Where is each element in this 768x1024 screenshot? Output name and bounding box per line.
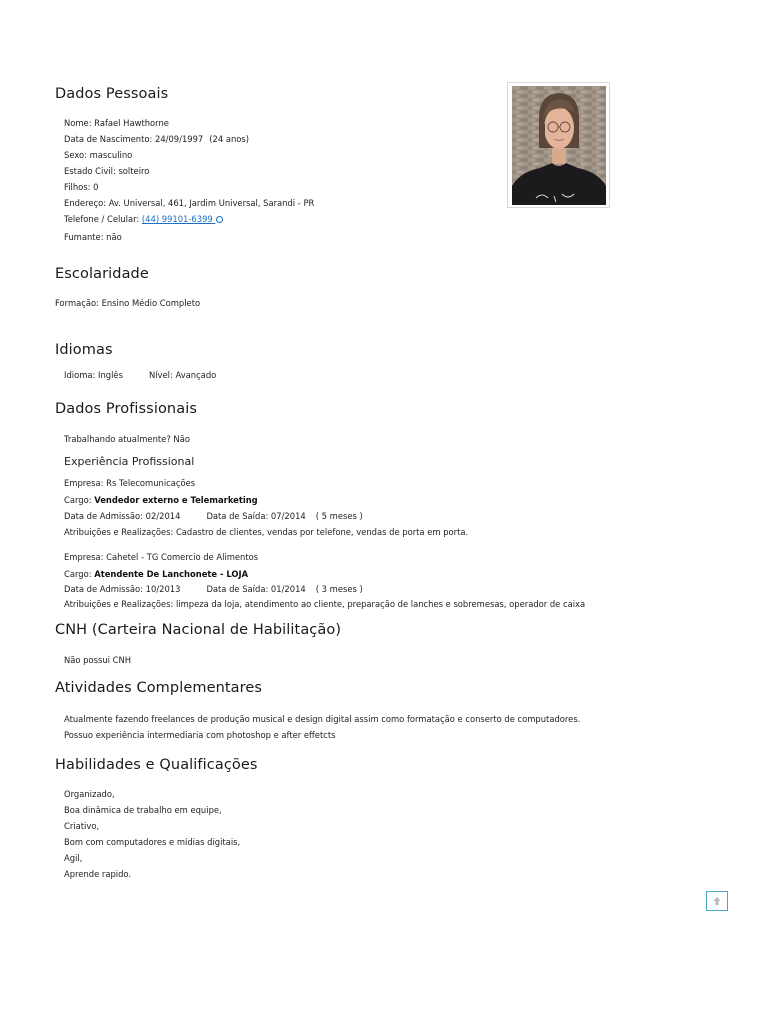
job-company: Empresa: Cahetel - TG Comercio de Alimentos <box>64 552 259 562</box>
education-heading: Escolaridade <box>55 266 149 282</box>
personal-sex: Sexo: masculino <box>64 150 133 160</box>
skill-item: Agil, <box>64 853 83 863</box>
skill-item: Aprende rapido. <box>64 869 132 879</box>
job-duration: ( 5 meses ) <box>315 511 363 521</box>
skills-heading: Habilidades e Qualificações <box>55 757 258 773</box>
job-duties: Atribuições e Realizações: Cadastro de clientes, vendas por telefone, vendas de porta em porta. <box>64 527 469 537</box>
personal-children: Filhos: 0 <box>64 182 99 192</box>
job-admission: Data de Admissão: 02/2014 <box>64 511 181 521</box>
working-status: Trabalhando atualmente? Não <box>64 434 190 444</box>
job-role <box>64 495 258 506</box>
job-exit: Data de Saída: 07/2014 <box>206 511 306 521</box>
personal-heading: Dados Pessoais <box>55 86 169 102</box>
phone-number: (44) 99101-6399 <box>141 214 213 224</box>
job-duties: Atribuições e Realizações: limpeza da loja, atendimento ao cliente, preparação de lanches e sobremesas, operador de caixa <box>64 599 586 609</box>
skill-item: Criativo, <box>64 821 100 831</box>
personal-phone <box>64 214 223 225</box>
job-dates <box>64 584 363 595</box>
job-role-value: Atendente De Lanchonete - LOJA <box>94 569 249 579</box>
birth-date: Data de Nascimento: 24/09/1997 <box>64 134 204 144</box>
back-to-top-button[interactable] <box>706 891 728 911</box>
job-role <box>64 569 248 580</box>
languages-heading: Idiomas <box>55 342 113 358</box>
whatsapp-icon <box>216 216 223 223</box>
skill-item: Organizado, <box>64 789 115 799</box>
language-level: Nível: Avançado <box>148 370 217 380</box>
personal-birth <box>64 134 249 145</box>
skill-item: Bom com computadores e mídias digitais, <box>64 837 241 847</box>
activity-line: Possuo experiência intermediaria com photoshop e after effetcts <box>64 730 336 740</box>
experience-heading: Experiência Profissional <box>64 455 195 468</box>
language-name: Idioma: Inglês <box>64 370 123 380</box>
job-dates <box>64 511 363 522</box>
personal-name: Nome: Rafael Hawthorne <box>64 118 169 128</box>
activity-line: Atualmente fazendo freelances de produção musical e design digital assim como formatação e conserto de computadores. <box>64 714 581 724</box>
job-role-label: Cargo: <box>64 495 92 505</box>
personal-civil: Estado Civil: solteiro <box>64 166 150 176</box>
age: (24 anos) <box>209 134 250 144</box>
job-duration: ( 3 meses ) <box>315 584 363 594</box>
skill-item: Boa dinâmica de trabalho em equipe, <box>64 805 222 815</box>
personal-smoker: Fumante: não <box>64 232 122 242</box>
language-row <box>64 370 216 381</box>
phone-link[interactable] <box>142 214 224 224</box>
job-exit: Data de Saída: 01/2014 <box>206 584 306 594</box>
job-company: Empresa: Rs Telecomunicações <box>64 478 196 488</box>
arrow-up-icon <box>712 896 722 906</box>
education-formation: Formação: Ensino Médio Completo <box>55 298 201 308</box>
job-role-label: Cargo: <box>64 569 92 579</box>
activities-heading: Atividades Complementares <box>55 680 263 696</box>
photo-frame <box>507 82 610 208</box>
cnh-heading: CNH (Carteira Nacional de Habilitação) <box>55 622 342 638</box>
job-admission: Data de Admissão: 10/2013 <box>64 584 181 594</box>
job-role-value: Vendedor externo e Telemarketing <box>94 495 258 505</box>
profile-photo <box>512 86 606 205</box>
phone-label: Telefone / Celular: <box>64 214 140 224</box>
professional-heading: Dados Profissionais <box>55 401 197 417</box>
cnh-status: Não possui CNH <box>64 655 132 665</box>
personal-address: Endereço: Av. Universal, 461, Jardim Universal, Sarandi - PR <box>64 198 315 208</box>
